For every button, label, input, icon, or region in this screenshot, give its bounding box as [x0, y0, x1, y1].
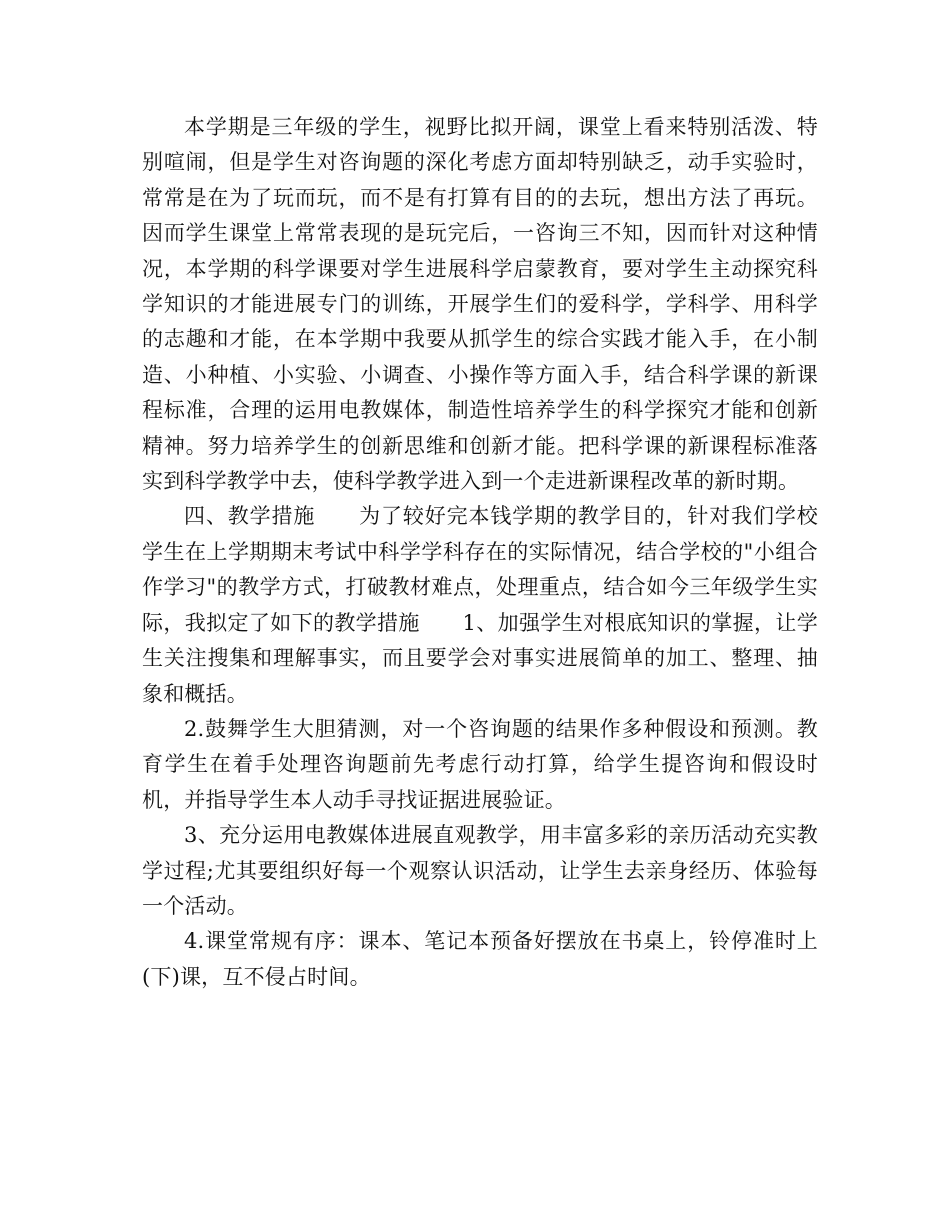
document-body [142, 110, 818, 995]
paragraph-3: 2.鼓舞学生大胆猜测，对一个咨询题的结果作多种假设和预测。教育学生在着手处理咨询题前先考虑行动打算，给学生提咨询和假设时机，并指导学生本人动手寻找证据进展验证。 [142, 716, 818, 812]
paragraph-5: 4.课堂常规有序：课本、笔记本预备好摆放在书桌上，铃停准时上(下)课，互不侵占时间。 [142, 929, 818, 989]
paragraph-4: 3、充分运用电教媒体进展直观教学，用丰富多彩的亲历活动充实教学过程;尤其要组织好每一个观察认识活动，让学生去亲身经历、体验每一个活动。 [142, 823, 818, 918]
paragraph-2: 四、教学措施 为了较好完本钱学期的教学目的，针对我们学校学生在上学期期末考试中科学学科存在的实际情况，结合学校的"小组合作学习"的教学方式，打破教材难点，处理重点，结合如今三年级学生实际，我拟定了如下的教学措施 1、加强学生对根底知识的掌握，让学生关注搜集和理解事实，而且要学会对事实进展简单的加工、整理、抽象和概括。 [142, 504, 818, 706]
paragraph-1: 本学期是三年级的学生，视野比拟开阔，课堂上看来特别活泼、特别喧闹，但是学生对咨询题的深化考虑方面却特别缺乏，动手实验时，常常是在为了玩而玩，而不是有打算有目的的去玩，想出方法了再玩。因而学生课堂上常常表现的是玩完后，一咨询三不知，因而针对这种情况，本学期的科学课要对学生进展科学启蒙教育，要对学生主动探究科学知识的才能进展专门的训练，开展学生们的爱科学，学科学、用科学的志趣和才能，在本学期中我要从抓学生的综合实践才能入手，在小制造、小种植、小实验、小调查、小操作等方面入手，结合科学课的新课程标准，合理的运用电教媒体，制造性培养学生的科学探究才能和创新精神。努力培养学生的创新思维和创新才能。把科学课的新课程标准落实到科学教学中去，使科学教学进入到一个走进新课程改革的新时期。 [142, 115, 818, 494]
